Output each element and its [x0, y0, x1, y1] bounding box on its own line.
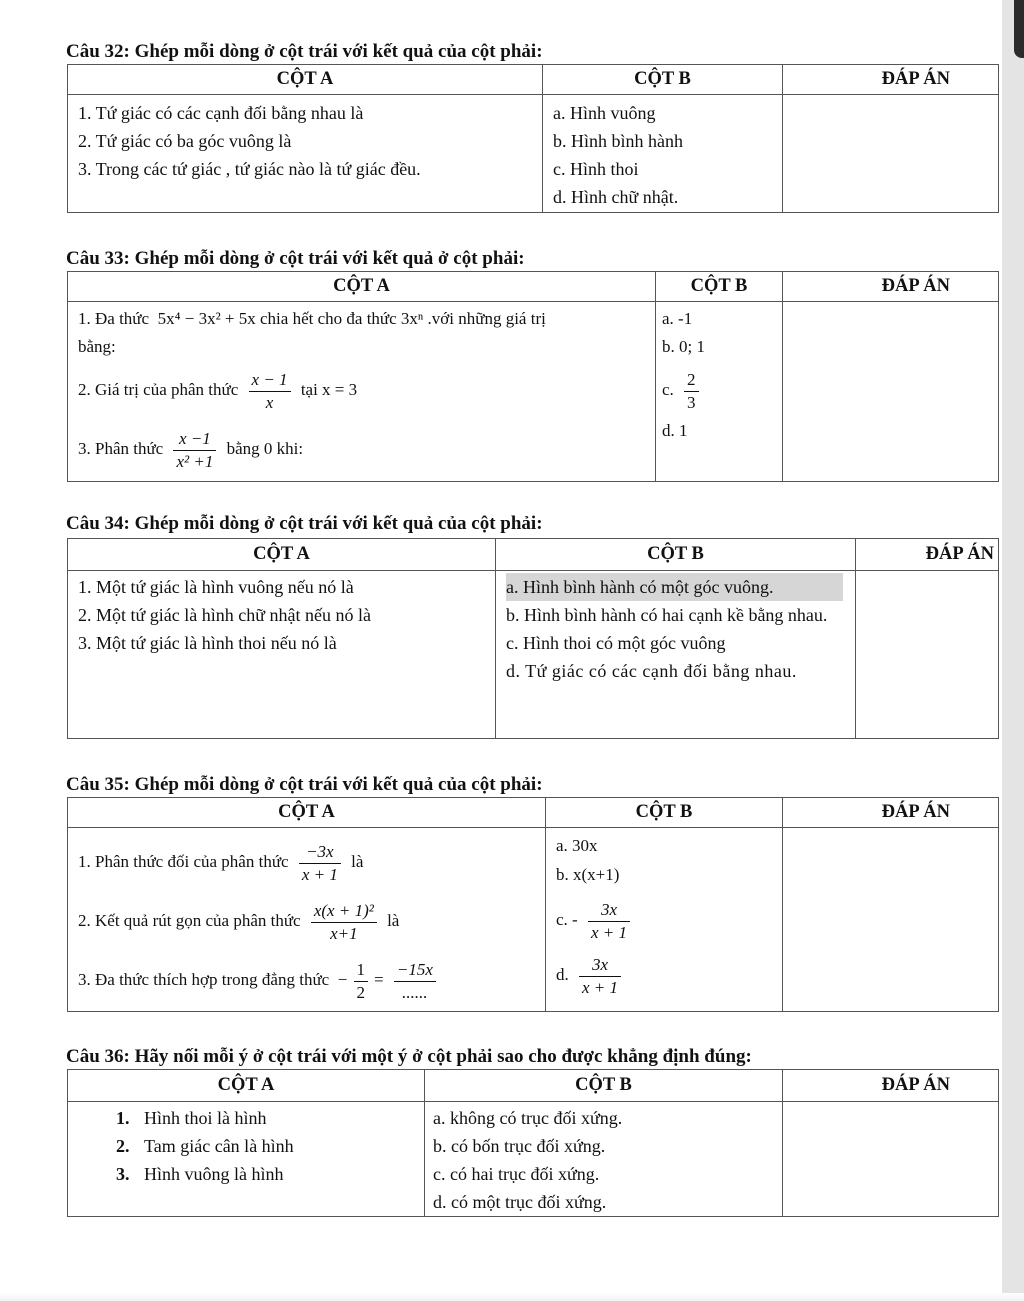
q33-a-item-1-cont: bằng:: [78, 337, 116, 356]
q36-b-item-c: c. có hai trục đối xứng.: [433, 1164, 600, 1184]
col-a-header: CỘT A: [68, 272, 656, 302]
q36-a-item-2: 2. Tam giác cân là hình: [116, 1136, 294, 1156]
col-b-header: CỘT B: [656, 272, 783, 302]
q35-b-item-a: a. 30x: [556, 836, 598, 855]
q33-a-item-2: 2. Giá trị của phân thức $\frac{x - 1}{x}$ tại x = 3: [78, 369, 358, 412]
q33-a-item-1: 1. Đa thức 5x⁴ − 3x² + 5x chia hết cho đa thức 3xⁿ .với những giá trị: [78, 309, 546, 328]
q36-b-item-d: d. có một trục đối xứng.: [433, 1192, 607, 1212]
fraction: $\frac{x -1}{\text{x² +1}}$: [173, 430, 216, 471]
fraction: $\frac{3x}{x + 1}$: [588, 901, 630, 942]
fraction: $\frac{-15x}{......}$: [394, 961, 436, 1002]
q35-b-item-d: d. $\frac{3x}{x + 1}$: [556, 950, 772, 1000]
fraction: $\frac{-3x}{x + 1}$: [299, 843, 341, 884]
q33-b-item-a: a. -1: [662, 309, 693, 328]
q32-table: [67, 64, 999, 213]
q32-a-item-3: 3. Trong các tứ giác , tứ giác nào là tứ giác đều.: [78, 159, 421, 179]
q36-b-item-a: a. không có trục đối xứng.: [433, 1108, 623, 1128]
col-b-header: CỘT B: [496, 539, 856, 571]
q36-answer-cell[interactable]: [783, 1102, 999, 1217]
answer-header: ĐÁP ÁN: [783, 65, 999, 95]
col-a-header: CỘT A: [68, 539, 496, 571]
q35-a-item-3: 3. Đa thức thích hợp trong đẳng thức − $\frac{1}{2}$ = $\frac{-15x}{......}$: [78, 952, 535, 1008]
q34-b-item-b: b. Hình bình hành có hai cạnh kề bằng nhau.: [506, 605, 828, 625]
q32-a-item-1: 1. Tứ giác có các cạnh đối bằng nhau là: [78, 103, 364, 123]
q35-answer-cell[interactable]: [783, 828, 999, 1012]
q33-title: Câu 33: Ghép mỗi dòng ở cột trái với kết quả ở cột phải:: [66, 248, 525, 269]
answer-header: ĐÁP ÁN: [856, 539, 999, 571]
q35-title: Câu 35: Ghép mỗi dòng ở cột trái với kết quả của cột phải:: [66, 774, 543, 795]
q34-b-item-d: d. Tứ giác có các cạnh đối bằng nhau.: [506, 661, 797, 681]
col-b-header: CỘT B: [425, 1070, 783, 1102]
fraction: $\frac{x - 1}{x}$: [249, 371, 291, 412]
q36-b-item-b: b. có bốn trục đối xứng.: [433, 1136, 606, 1156]
q36-table: [67, 1069, 999, 1217]
q33-b-item-d: d. 1: [662, 421, 688, 440]
q32-title: Câu 32: Ghép mỗi dòng ở cột trái với kết quả của cột phải:: [66, 41, 543, 62]
answer-header: ĐÁP ÁN: [783, 798, 999, 828]
q35-a-item-2: 2. Kết quả rút gọn của phân thức $\frac{\text{x(x + 1)²}}{x+1}$ là: [78, 900, 400, 943]
q34-a-item-2: 2. Một tứ giác là hình chữ nhật nếu nó là: [78, 605, 371, 625]
polynomial: 5x⁴ − 3x² + 5x: [157, 309, 256, 328]
q33-b-item-b: b. 0; 1: [662, 337, 705, 356]
q34-answer-cell[interactable]: [856, 571, 999, 739]
q36-a-item-1: 1. Hình thoi là hình: [116, 1108, 267, 1128]
q35-table: [67, 797, 999, 1012]
fraction: $\frac{\text{x(x + 1)²}}{x+1}$: [311, 902, 377, 943]
q34-b-item-c: c. Hình thoi có một góc vuông: [506, 633, 726, 653]
q33-b-item-c: c. $\frac{2}{3}$: [662, 360, 776, 420]
q33-table: [67, 271, 999, 482]
q32-b-item-d: d. Hình chữ nhật.: [553, 187, 679, 207]
q35-a-item-1: 1. Phân thức đối của phân thức $\frac{-3x}{x + 1}$ là: [78, 841, 364, 884]
page-bottom-edge: [0, 1293, 1024, 1301]
answer-header: ĐÁP ÁN: [783, 272, 999, 302]
fraction: $\frac{2}{3}$: [684, 371, 699, 412]
q32-a-item-2: 2. Tứ giác có ba góc vuông là: [78, 131, 292, 151]
answer-header: ĐÁP ÁN: [783, 1070, 999, 1102]
q33-answer-cell[interactable]: [783, 302, 999, 482]
q34-b-item-a: a. Hình bình hành có một góc vuông.: [506, 573, 843, 601]
q32-b-item-c: c. Hình thoi: [553, 159, 639, 179]
col-b-header: CỘT B: [546, 798, 783, 828]
fraction: $\frac{1}{2}$: [354, 961, 369, 1002]
scrollbar-handle[interactable]: [1014, 0, 1024, 58]
col-b-header: CỘT B: [543, 65, 783, 95]
col-a-header: CỘT A: [68, 798, 546, 828]
q35-b-item-b: b. x(x+1): [556, 865, 620, 884]
q36-a-item-3: 3. Hình vuông là hình: [116, 1164, 284, 1184]
q32-answer-cell[interactable]: [783, 95, 999, 213]
q34-title: Câu 34: Ghép mỗi dòng ở cột trái với kết quả của cột phải:: [66, 513, 543, 534]
monomial: 3xⁿ: [400, 309, 424, 328]
fraction: $\frac{3x}{x + 1}$: [579, 956, 621, 997]
scrollbar-track[interactable]: [1002, 0, 1024, 1301]
q34-table: [67, 538, 999, 739]
q35-b-item-c: c. - $\frac{3x}{x + 1}$: [556, 890, 772, 950]
q36-title: Câu 36: Hãy nối mỗi ý ở cột trái với một ý ở cột phải sao cho được khẳng định đúng:: [66, 1046, 752, 1067]
q34-a-item-1: 1. Một tứ giác là hình vuông nếu nó là: [78, 577, 354, 597]
col-a-header: CỘT A: [68, 1070, 425, 1102]
q32-b-item-a: a. Hình vuông: [553, 103, 656, 123]
q33-a-item-3: 3. Phân thức $\frac{x -1}{\text{x² +1}}$ bằng 0 khi:: [78, 428, 304, 471]
col-a-header: CỘT A: [68, 65, 543, 95]
q34-a-item-3: 3. Một tứ giác là hình thoi nếu nó là: [78, 633, 337, 653]
q32-b-item-b: b. Hình bình hành: [553, 131, 683, 151]
